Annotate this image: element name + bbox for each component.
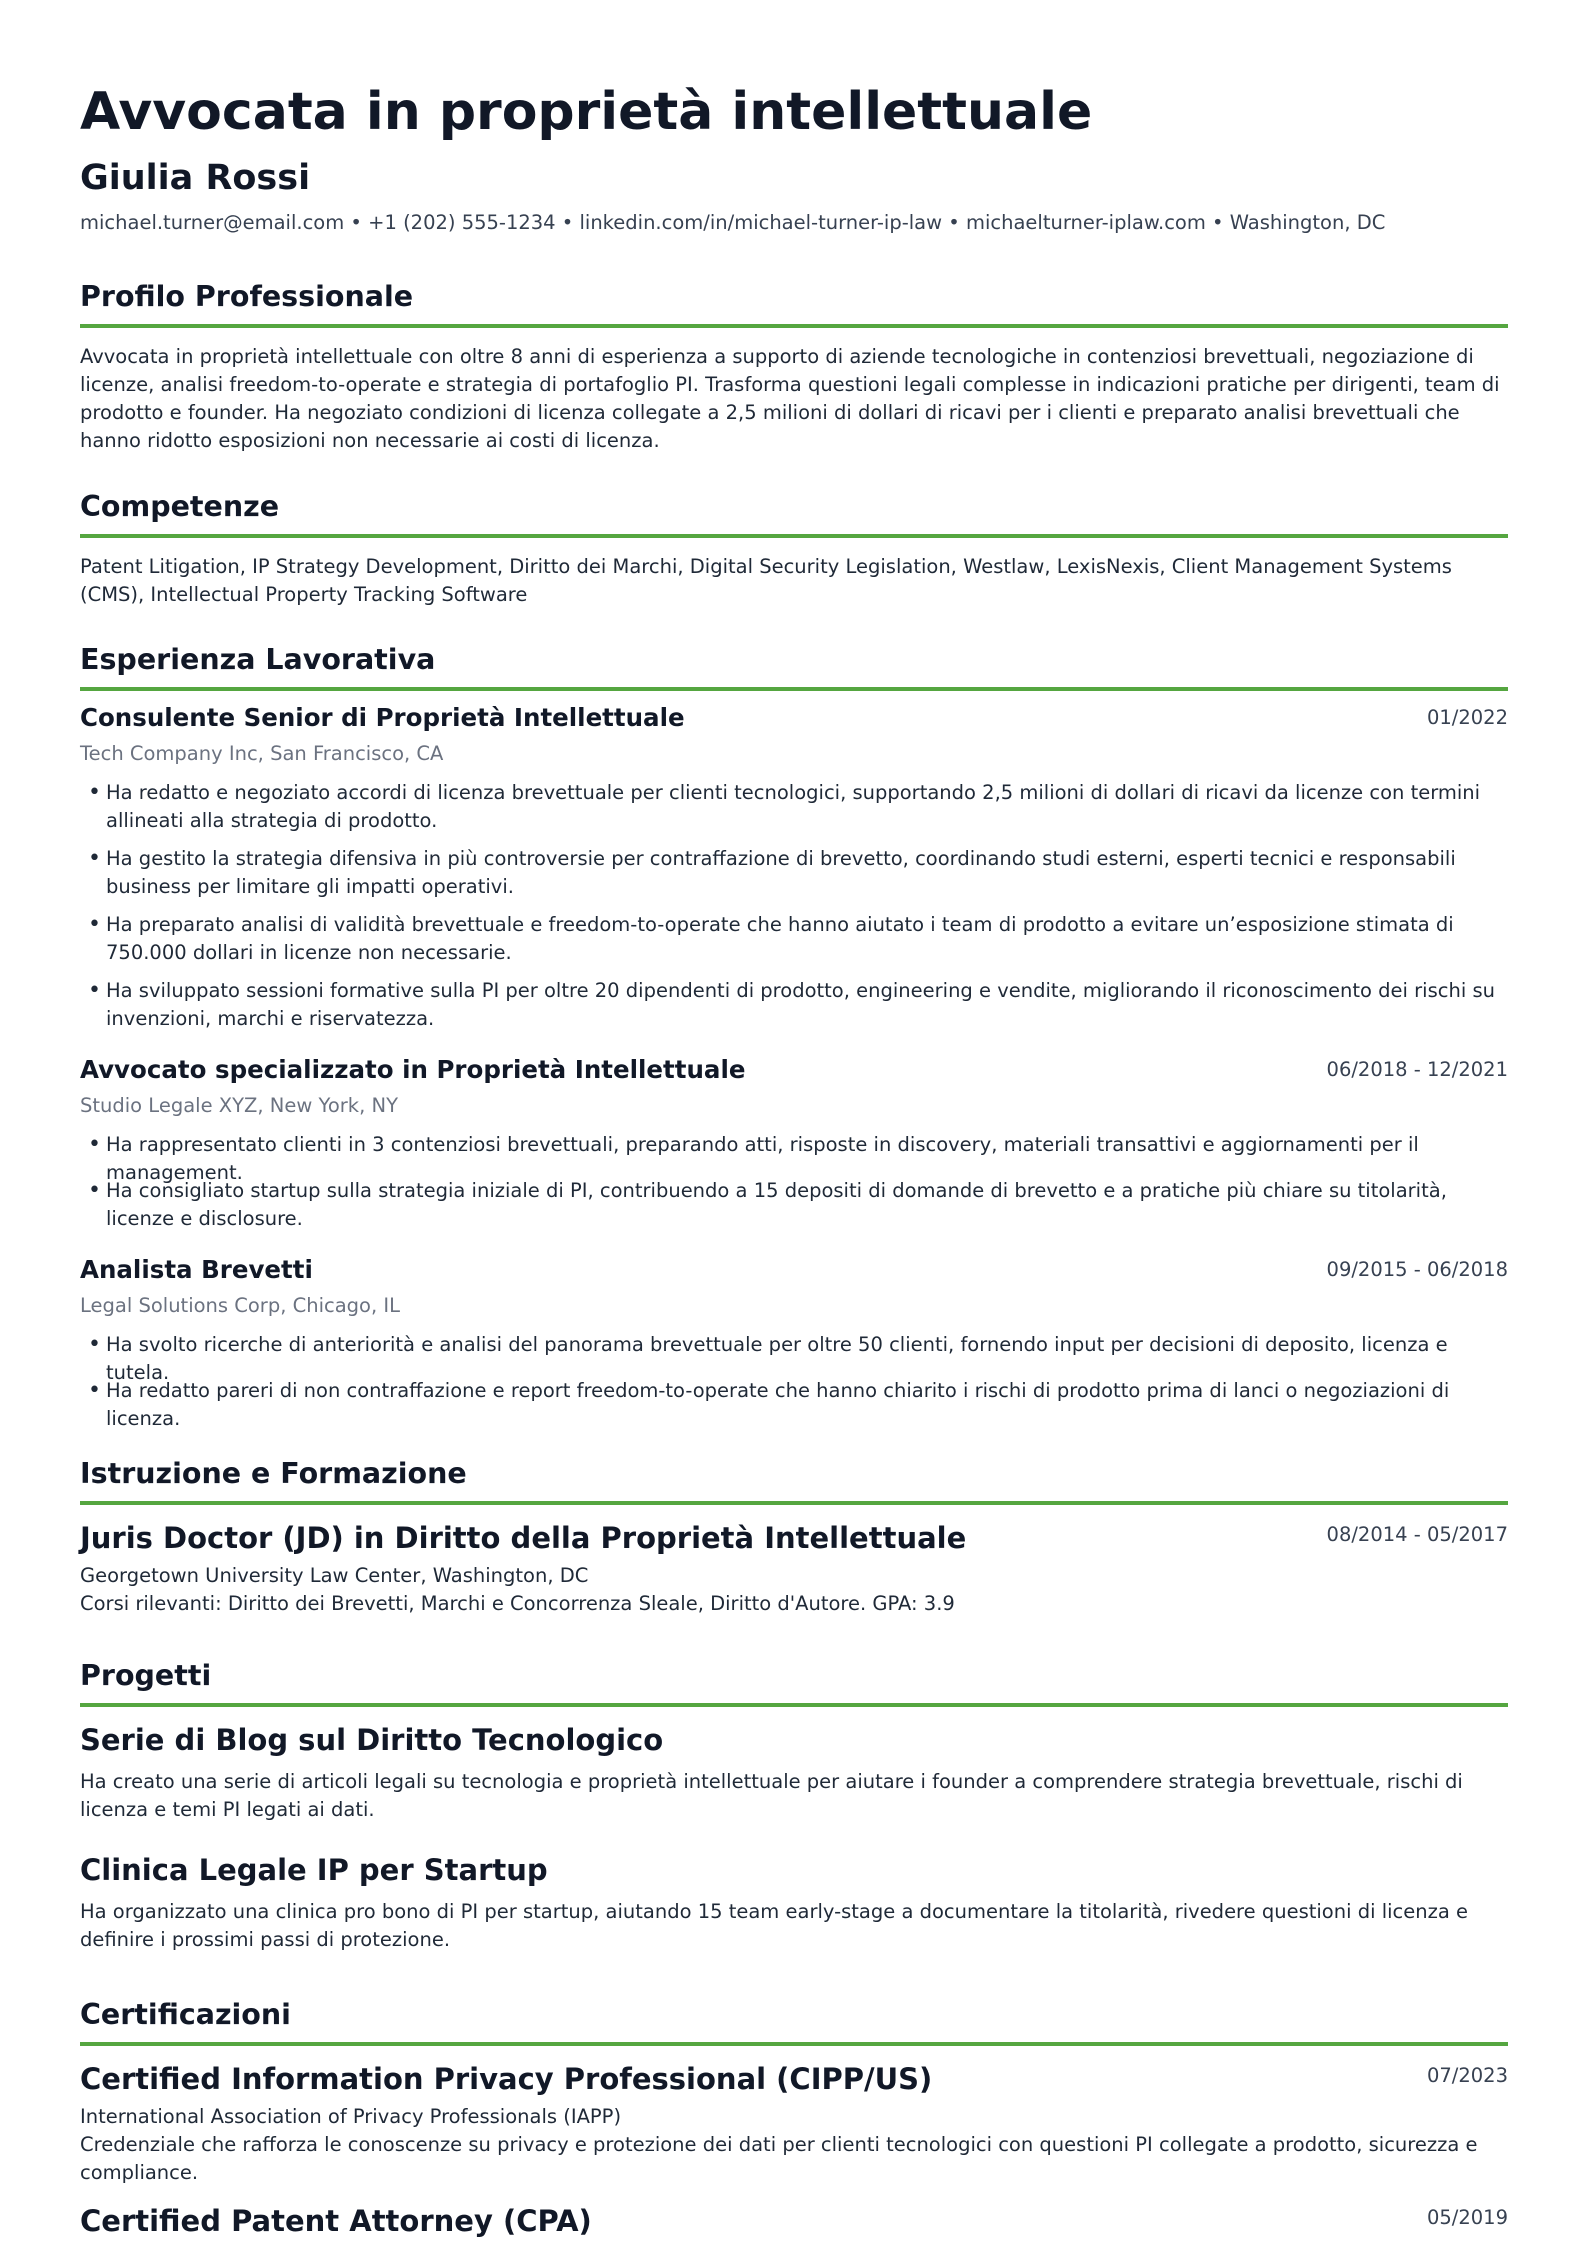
job-title: Avvocata in proprietà intellettuale bbox=[80, 82, 1093, 142]
bullet-text: Ha redatto e negoziato accordi di licenza brevettuale per clienti tecnologici, supportando 2,5 milioni di dollari di ricavi da licenze con termini allineati alla strategia di prodotto. bbox=[106, 781, 1481, 832]
job-bullet bbox=[88, 911, 1508, 967]
degree-title: Juris Doctor (JD) in Diritto della Proprietà Intellettuale bbox=[80, 1521, 967, 1555]
bullet-text: Ha rappresentato clienti in 3 contenziosi brevettuali, preparando atti, risposte in discovery, materiali transattivi e aggiornamenti per il management. bbox=[106, 1133, 1419, 1184]
certification-title: Certified Information Privacy Professional (CIPP/US) bbox=[80, 2062, 933, 2096]
bullet-icon: • bbox=[88, 846, 101, 871]
section-title: Competenze bbox=[80, 490, 280, 523]
section-title: Esperienza Lavorativa bbox=[80, 643, 436, 676]
section-title: Certificazioni bbox=[80, 1998, 291, 2031]
candidate-name: Giulia Rossi bbox=[80, 158, 311, 198]
bullet-text: Ha preparato analisi di validità brevettuale e freedom-to-operate che hanno aiutato i team di prodotto a evitare un’esposizione stimata di 750.000 dollari in licenze non necessarie. bbox=[106, 913, 1454, 964]
section-skills-heading bbox=[80, 490, 1508, 538]
job-date: 09/2015 - 06/2018 bbox=[1326, 1258, 1508, 1281]
job-title-entry: Avvocato specializzato in Proprietà Intellettuale bbox=[80, 1055, 746, 1084]
bullet-icon: • bbox=[88, 978, 101, 1003]
bullet-icon: • bbox=[88, 1178, 101, 1203]
job-title-entry: Consulente Senior di Proprietà Intellettuale bbox=[80, 703, 685, 732]
job-company: Studio Legale XYZ, New York, NY bbox=[80, 1094, 398, 1117]
bullet-icon: • bbox=[88, 1132, 101, 1157]
education-details: Corsi rilevanti: Diritto dei Brevetti, Marchi e Concorrenza Sleale, Diritto d'Autore. GPA: 3.9 bbox=[80, 1592, 955, 1615]
job-company: Tech Company Inc, San Francisco, CA bbox=[80, 742, 444, 765]
section-profile-heading bbox=[80, 280, 1508, 328]
job-bullet bbox=[88, 1377, 1508, 1433]
certification-date: 07/2023 bbox=[1426, 2064, 1508, 2087]
job-date: 01/2022 bbox=[1426, 706, 1508, 729]
certification-date: 05/2019 bbox=[1426, 2206, 1508, 2229]
bullet-text: Ha gestito la strategia difensiva in più controversie per contraffazione di brevetto, coordinando studi esterni, esperti tecnici e responsabili business per limitare gli impatti operativi. bbox=[106, 847, 1456, 898]
project-title: Clinica Legale IP per Startup bbox=[80, 1853, 548, 1887]
education-date: 08/2014 - 05/2017 bbox=[1326, 1523, 1508, 1546]
project-description: Ha organizzato una clinica pro bono di PI per startup, aiutando 15 team early-stage a documentare la titolarità, rivedere questioni di licenza e definire i prossimi passi di protezione. bbox=[80, 1900, 1468, 1951]
section-certifications-heading bbox=[80, 1998, 1508, 2046]
certification-description: Credenziale che rafforza le conoscenze su privacy e protezione dei dati per clienti tecnologici con questioni PI collegate a prodotto, sicurezza e compliance. bbox=[80, 2133, 1478, 2184]
section-title: Progetti bbox=[80, 1659, 212, 1692]
bullet-icon: • bbox=[88, 780, 101, 805]
section-title: Profilo Professionale bbox=[80, 280, 414, 313]
bullet-icon: • bbox=[88, 1332, 101, 1357]
job-bullet bbox=[88, 779, 1508, 835]
bullet-text: Ha consigliato startup sulla strategia iniziale di PI, contribuendo a 15 depositi di domande di brevetto e a pratiche più chiare su titolarità, licenze e disclosure. bbox=[106, 1179, 1447, 1230]
profile-summary: Avvocata in proprietà intellettuale con oltre 8 anni di esperienza a supporto di aziende tecnologiche in contenziosi brevettuali, negoziazione di licenze, analisi freedom-to-operate e strategia di portafoglio PI. Trasforma questioni legali complesse in indicazioni pratiche per dirigenti, team di prodotto e founder. Ha negoziato condizioni di licenza collegate a 2,5 milioni di dollari di ricavi per i clienti e preparato analisi brevettuali che hanno ridotto esposizioni non necessarie ai costi di licenza. bbox=[80, 345, 1500, 452]
section-title: Istruzione e Formazione bbox=[80, 1457, 467, 1490]
certification-issuer: International Association of Privacy Professionals (IAPP) bbox=[80, 2105, 622, 2128]
skills-list: Patent Litigation, IP Strategy Development, Diritto dei Marchi, Digital Security Legislation, Westlaw, LexisNexis, Client Management Systems (CMS), Intellectual Property Tracking Software bbox=[80, 555, 1452, 606]
bullet-text: Ha svolto ricerche di anteriorità e analisi del panorama brevettuale per oltre 50 clienti, fornendo input per decisioni di deposito, licenza e tutela. bbox=[106, 1333, 1448, 1384]
job-bullet bbox=[88, 845, 1508, 901]
contact-line: michael.turner@email.com • +1 (202) 555-1234 • linkedin.com/in/michael-turner-ip-law • michaelturner-iplaw.com • Washington, DC bbox=[80, 211, 1386, 234]
certification-title: Certified Patent Attorney (CPA) bbox=[80, 2204, 592, 2238]
bullet-text: Ha sviluppato sessioni formative sulla PI per oltre 20 dipendenti di prodotto, engineering e vendite, migliorando il riconoscimento dei rischi su invenzioni, marchi e riservatezza. bbox=[106, 979, 1495, 1030]
job-bullet bbox=[88, 977, 1508, 1033]
school-name: Georgetown University Law Center, Washington, DC bbox=[80, 1564, 589, 1587]
section-education-heading bbox=[80, 1457, 1508, 1505]
section-projects-heading bbox=[80, 1659, 1508, 1707]
job-bullet bbox=[88, 1177, 1508, 1233]
bullet-icon: • bbox=[88, 912, 101, 937]
bullet-icon: • bbox=[88, 1378, 101, 1403]
job-title-entry: Analista Brevetti bbox=[80, 1255, 313, 1284]
bullet-text: Ha redatto pareri di non contraffazione e report freedom-to-operate che hanno chiarito i rischi di prodotto prima di lanci o negoziazioni di licenza. bbox=[106, 1379, 1450, 1430]
project-description: Ha creato una serie di articoli legali su tecnologia e proprietà intellettuale per aiutare i founder a comprendere strategia brevettuale, rischi di licenza e temi PI legati ai dati. bbox=[80, 1770, 1463, 1821]
section-experience-heading bbox=[80, 643, 1508, 691]
project-title: Serie di Blog sul Diritto Tecnologico bbox=[80, 1723, 664, 1757]
job-company: Legal Solutions Corp, Chicago, IL bbox=[80, 1294, 400, 1317]
job-date: 06/2018 - 12/2021 bbox=[1326, 1058, 1508, 1081]
